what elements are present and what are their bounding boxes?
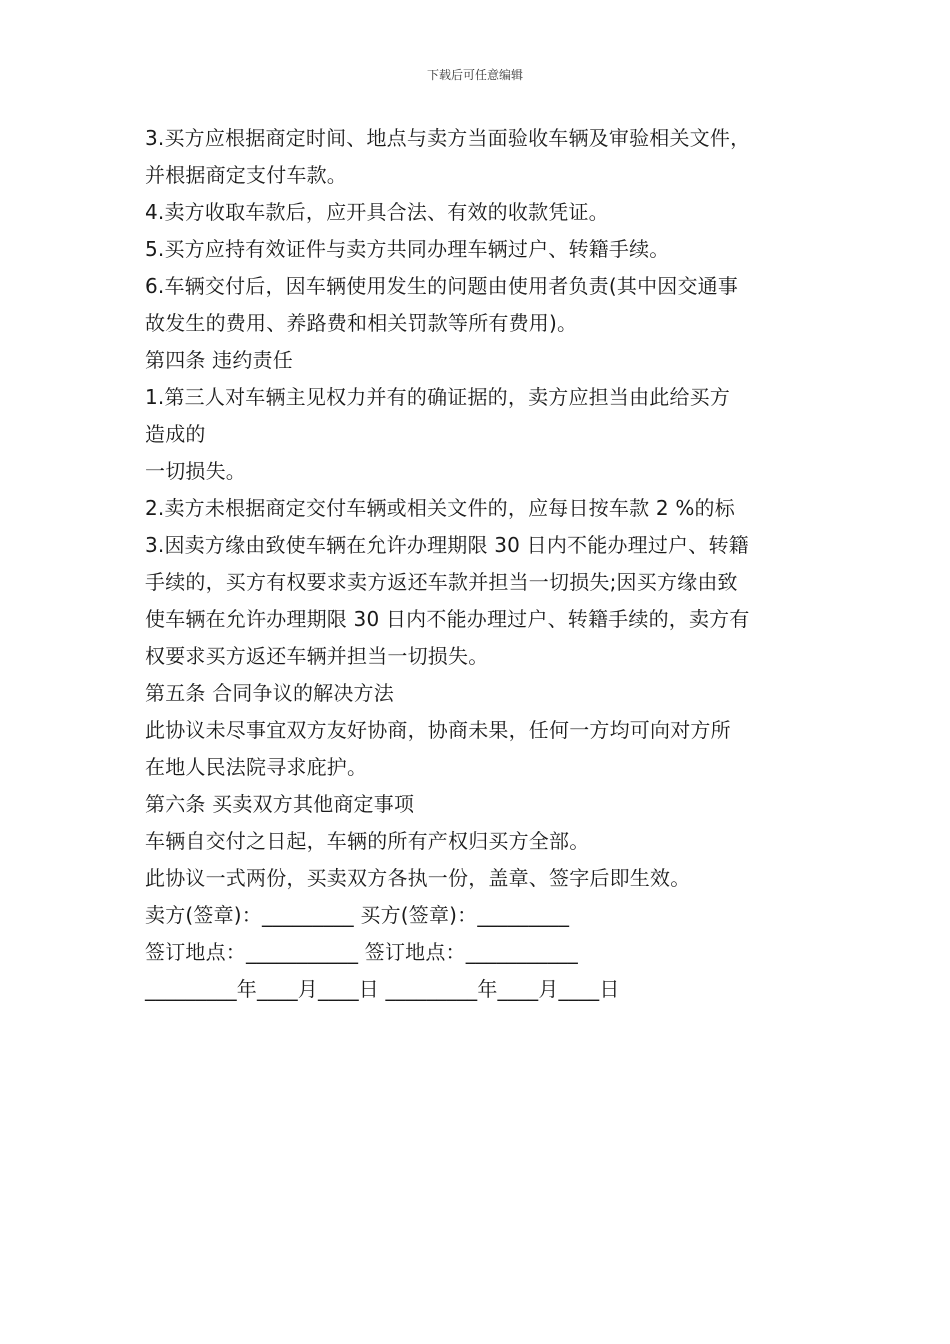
breach-3-line-4: 权要求买方返还车辆并担当一切损失。 (145, 644, 489, 668)
section-heading-breach: 第四条 违约责任 (145, 348, 293, 372)
breach-1-line-3: 一切损失。 (145, 459, 246, 483)
section-heading-dispute: 第五条 合同争议的解决方法 (145, 681, 394, 705)
clause-6-line-1: 6.车辆交付后，因车辆使用发生的问题由使用者负责(其中因交通事 (145, 274, 739, 298)
clause-3-line-1: 3.买方应根据商定时间、地点与卖方当面验收车辆及审验相关文件， (145, 126, 751, 150)
clause-5: 5.买方应持有效证件与卖方共同办理车辆过户、转籍手续。 (145, 237, 670, 261)
date-line: _________年____月____日 _________年____月____日 (145, 977, 620, 1001)
document-body (145, 120, 835, 1008)
breach-3-line-3: 使车辆在允许办理期限 30 日内不能办理过户、转籍手续的，卖方有 (145, 607, 750, 631)
breach-3-line-2: 手续的，买方有权要求卖方返还车款并担当一切损失;因买方缘由致 (145, 570, 738, 594)
clause-3-line-2: 并根据商定支付车款。 (145, 163, 347, 187)
clause-6-line-2: 故发生的费用、养路费和相关罚款等所有费用)。 (145, 311, 578, 335)
breach-2: 2.卖方未根据商定交付车辆或相关文件的，应每日按车款 2 %的标 (145, 496, 735, 520)
breach-3-line-1: 3.因卖方缘由致使车辆在允许办理期限 30 日内不能办理过户、转籍 (145, 533, 749, 557)
dispute-line-1: 此协议未尽事宜双方友好协商，协商未果，任何一方均可向对方所 (145, 718, 731, 742)
other-copies: 此协议一式两份，买卖双方各执一份，盖章、签字后即生效。 (145, 866, 691, 890)
signature-line: 卖方(签章)：_________ 买方(签章)：_________ (145, 903, 570, 927)
page-header: 下载后可任意编辑 (426, 68, 523, 82)
breach-1-line-2: 造成的 (145, 422, 206, 446)
section-heading-other: 第六条 买卖双方其他商定事项 (145, 792, 415, 816)
clause-4: 4.卖方收取车款后，应开具合法、有效的收款凭证。 (145, 200, 609, 224)
signing-place-line: 签订地点：___________ 签订地点：___________ (145, 940, 578, 964)
breach-1-line-1: 1.第三人对车辆主见权力并有的确证据的，卖方应担当由此给买方 (145, 385, 731, 409)
other-ownership: 车辆自交付之日起，车辆的所有产权归买方全部。 (145, 829, 590, 853)
dispute-line-2: 在地人民法院寻求庇护。 (145, 755, 368, 779)
